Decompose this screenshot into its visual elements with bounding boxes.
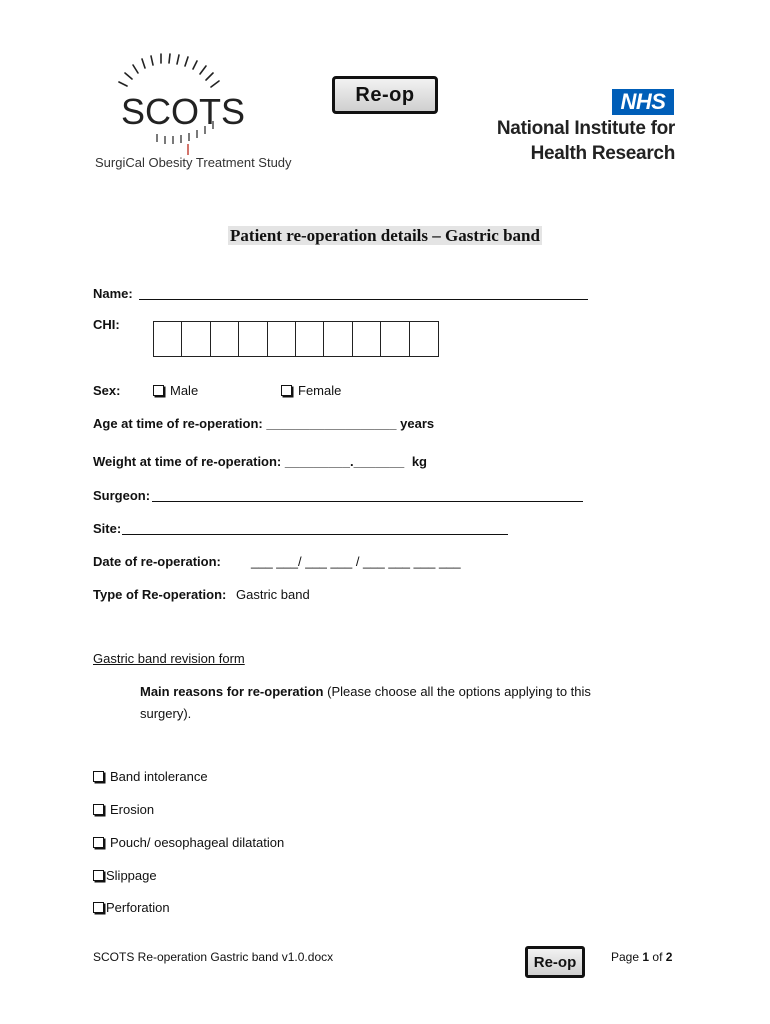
- age-unit: years: [400, 416, 435, 431]
- scots-tagline: SurgiCal Obesity Treatment Study: [95, 155, 292, 170]
- checkbox-icon[interactable]: [93, 804, 104, 815]
- chi-digit-cell[interactable]: [353, 322, 381, 356]
- type-value: Gastric band: [236, 587, 310, 602]
- checkbox-icon[interactable]: [93, 870, 104, 881]
- reasons-intro-bold: Main reasons for re-operation: [140, 684, 324, 699]
- chi-digit-cell[interactable]: [296, 322, 324, 356]
- reason-option-label: Slippage: [106, 868, 157, 883]
- checkbox-icon[interactable]: [93, 771, 104, 782]
- sex-label: Sex:: [93, 383, 121, 398]
- reasons-intro-note: (Please choose all the options applying to this: [327, 684, 591, 699]
- sex-option-female-label: Female: [298, 383, 342, 398]
- site-field[interactable]: [122, 534, 508, 535]
- checkbox-icon[interactable]: [93, 902, 104, 913]
- sex-option-male-label: Male: [170, 383, 199, 398]
- nhs-logo: NHS: [612, 89, 674, 115]
- reason-option-label: Erosion: [110, 802, 155, 817]
- section-heading: Gastric band revision form: [93, 651, 245, 666]
- chi-digit-cell[interactable]: [211, 322, 239, 356]
- chi-number-boxes[interactable]: [153, 321, 439, 357]
- type-row: [93, 587, 310, 602]
- reason-option-pouch-dilatation[interactable]: [93, 835, 284, 850]
- weight-field[interactable]: _________._______: [284, 454, 405, 469]
- checkbox-icon[interactable]: [153, 385, 164, 396]
- surgeon-label: Surgeon:: [93, 488, 151, 503]
- sex-option-female[interactable]: [281, 383, 341, 398]
- page-title-text: Patient re-operation details – Gastric band: [230, 226, 540, 245]
- chi-digit-cell[interactable]: [239, 322, 267, 356]
- chi-digit-cell[interactable]: [268, 322, 296, 356]
- checkbox-icon[interactable]: [93, 837, 104, 848]
- age-row: [93, 416, 434, 431]
- surgeon-field[interactable]: [152, 501, 583, 502]
- page-total: 2: [665, 950, 673, 964]
- nihr-name-line1: National Institute for: [496, 118, 675, 139]
- page-prefix: Page: [611, 950, 640, 964]
- reason-option-band-intolerance[interactable]: [93, 769, 208, 784]
- chi-label: CHI:: [93, 317, 120, 332]
- reasons-intro-line1: [140, 684, 591, 699]
- chi-digit-cell[interactable]: [381, 322, 409, 356]
- footer-file-name: SCOTS Re-operation Gastric band v1.0.docx: [93, 950, 334, 964]
- reason-option-perforation[interactable]: [93, 900, 170, 915]
- scots-logo-text: SCOTS: [121, 91, 246, 132]
- reasons-intro-line2: surgery).: [140, 706, 192, 721]
- site-label: Site:: [93, 521, 122, 536]
- nihr-name-line2: Health Research: [530, 143, 675, 164]
- page-current: 1: [642, 950, 650, 964]
- chi-digit-cell[interactable]: [182, 322, 210, 356]
- type-label: Type of Re-operation:: [93, 587, 227, 602]
- reason-option-slippage[interactable]: [93, 868, 157, 883]
- sex-option-male[interactable]: [153, 383, 198, 398]
- reason-option-label: Band intolerance: [110, 769, 208, 784]
- page-title: [0, 226, 770, 246]
- weight-row: [93, 454, 427, 469]
- reop-badge-footer: Re-op: [525, 946, 585, 978]
- name-field[interactable]: [139, 299, 588, 300]
- reop-badge: Re-op: [332, 76, 438, 114]
- date-label: Date of re-operation:: [93, 554, 221, 569]
- date-field[interactable]: ___ ___/ ___ ___ / ___ ___ ___ ___: [251, 554, 461, 569]
- age-label: Age at time of re-operation:: [93, 416, 263, 431]
- chi-digit-cell[interactable]: [154, 322, 182, 356]
- page-of: of: [652, 950, 663, 964]
- chi-digit-cell[interactable]: [324, 322, 352, 356]
- chi-digit-cell[interactable]: [410, 322, 438, 356]
- weight-unit: kg: [411, 454, 427, 469]
- reason-option-erosion[interactable]: [93, 802, 154, 817]
- age-field[interactable]: __________________: [266, 416, 397, 431]
- reason-option-label: Pouch/ oesophageal dilatation: [110, 835, 285, 850]
- name-label: Name:: [93, 286, 133, 301]
- reason-option-label: Perforation: [106, 900, 170, 915]
- weight-label: Weight at time of re-operation:: [93, 454, 282, 469]
- checkbox-icon[interactable]: [281, 385, 292, 396]
- page-number: [611, 950, 672, 964]
